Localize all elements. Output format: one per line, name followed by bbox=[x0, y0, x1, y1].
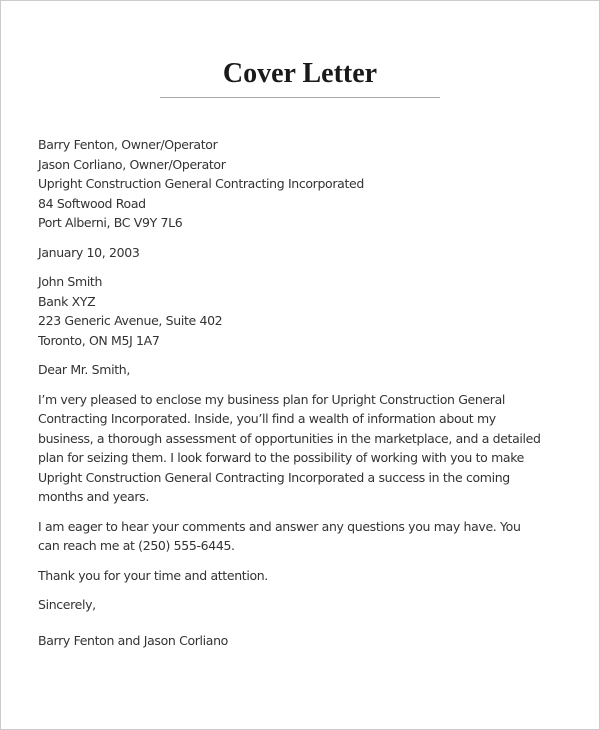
body-line: plan for seizing them. I look forward to the possibility of working with you to make bbox=[38, 450, 525, 465]
date-block bbox=[38, 243, 568, 263]
recipient-line: Bank XYZ bbox=[38, 293, 96, 309]
closing-line: Sincerely, bbox=[38, 597, 96, 612]
recipient-line: 223 Generic Avenue, Suite 402 bbox=[38, 313, 223, 328]
body-line: months and years. bbox=[38, 489, 149, 504]
sender-line: Jason Corliano, Owner/Operator bbox=[38, 156, 226, 172]
sender-line: Port Alberni, BC V9Y 7L6 bbox=[38, 215, 183, 230]
signature-line: Barry Fenton and Jason Corliano bbox=[38, 632, 228, 648]
body-line: Contracting Incorporated. Inside, you’ll find a wealth of information about my bbox=[38, 411, 496, 426]
recipient-line: John Smith bbox=[38, 274, 103, 289]
body-paragraph-3 bbox=[38, 566, 568, 586]
body-line: I am eager to hear your comments and answer any questions you may have. You bbox=[38, 518, 521, 534]
document-title: Cover Letter bbox=[222, 58, 378, 89]
salutation-line: Dear Mr. Smith, bbox=[38, 362, 130, 377]
letter-content bbox=[38, 135, 568, 650]
body-paragraph-1 bbox=[38, 390, 568, 507]
signature-block bbox=[38, 631, 568, 651]
body-paragraph-2 bbox=[38, 517, 568, 556]
sender-line: Upright Construction General Contracting Incorporated bbox=[38, 176, 364, 191]
body-line: Upright Construction General Contracting Incorporated a success in the coming bbox=[38, 469, 510, 485]
body-line: I’m very pleased to enclose my business plan for Upright Construction General bbox=[38, 391, 506, 407]
sender-address-block bbox=[38, 135, 568, 233]
body-line: business, a thorough assessment of opportunities in the marketplace, and a detailed bbox=[38, 430, 541, 446]
title-underline-rule bbox=[160, 97, 440, 98]
body-line: Thank you for your time and attention. bbox=[38, 567, 268, 583]
body-line: can reach me at (250) 555-6445. bbox=[38, 538, 235, 553]
closing-block bbox=[38, 595, 568, 615]
sender-line: 84 Softwood Road bbox=[38, 195, 146, 211]
salutation-block bbox=[38, 360, 568, 380]
recipient-line: Toronto, ON M5J 1A7 bbox=[38, 332, 160, 348]
sender-line: Barry Fenton, Owner/Operator bbox=[38, 137, 218, 152]
date-line: January 10, 2003 bbox=[38, 244, 140, 260]
recipient-address-block bbox=[38, 272, 568, 350]
